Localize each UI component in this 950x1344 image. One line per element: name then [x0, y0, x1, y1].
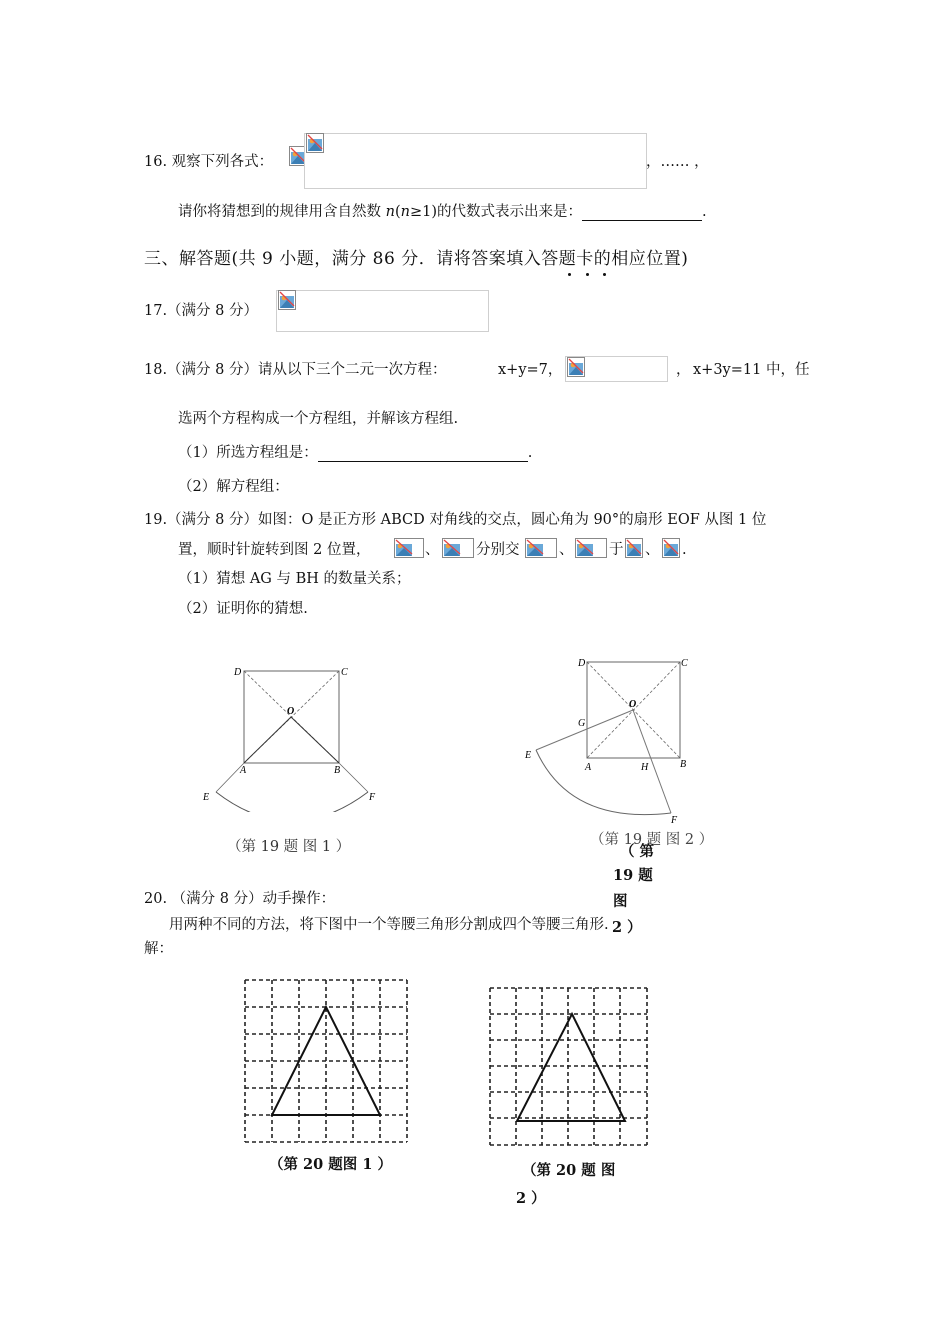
q16-answer-blank[interactable]: [582, 206, 702, 221]
q18-part2: （2）解方程组：: [178, 479, 289, 495]
q18-line2: 选两个方程构成一个方程组，并解该方程组.: [178, 411, 459, 427]
q19-figure-2: [515, 652, 700, 827]
q16-n2: n: [400, 204, 410, 220]
label-f-2: F: [671, 815, 678, 826]
label-a-2: A: [585, 762, 592, 773]
q18-part1-end: .: [527, 445, 533, 461]
q19-figure-1: [195, 660, 400, 812]
q19-seg-oe-image-icon: [394, 538, 424, 558]
q20-figure-2: [485, 983, 652, 1150]
q19-fig2-overlay-1: （ 第: [620, 843, 655, 860]
q19-line1: 19.（满分 8 分）如图：O 是正方形 ABCD 对角线的交点，圆心角为 90°的扇形 EOF 从图 1 位: [144, 512, 767, 528]
q19-seg-ad-image-icon: [525, 538, 557, 558]
radius-ext-f: [339, 763, 368, 792]
q19-seg-of-image-icon: [442, 538, 474, 558]
q19-line2-g: .: [682, 542, 687, 558]
q19-seg-ab-image-icon: [575, 538, 607, 558]
q16-line2-c: ≥1)的代数式表示出来是：: [409, 204, 582, 220]
q18-eq3: x+3y=11 中，任: [693, 362, 810, 378]
q19-line2-c: 分别交: [476, 542, 520, 558]
q18-sep: ，: [676, 362, 691, 378]
section-3-title: 三、解答题(共 9 小题，满分 86 分．请将答案填入答题卡的相应位置): [144, 249, 689, 269]
q18-part1-label: （1）所选方程组是：: [178, 445, 318, 461]
q19-fig1-caption: （第 19 题 图 1 ）: [227, 839, 351, 855]
radius-of: [291, 717, 339, 763]
q19-line2-a: 置，顺时针旋转到图 2 位置，: [178, 542, 371, 558]
label-b: B: [334, 765, 341, 776]
label-e-2: E: [525, 750, 532, 761]
label-o-2: O: [629, 699, 637, 710]
q20-answer: 解：: [144, 941, 173, 957]
q20-figure-1: [240, 975, 412, 1147]
q19-point-g-image-icon: [625, 538, 643, 558]
q19-line2-f: 、: [645, 542, 660, 558]
q20-fig1-caption: （第 20 题图 1 ）: [269, 1156, 392, 1173]
q19-part2: （2）证明你的猜想.: [178, 601, 308, 617]
q17-formula-box: [276, 290, 489, 332]
q18-label: 18.（满分 8 分）请从以下三个二元一次方程：: [144, 362, 447, 378]
label-c-2: C: [681, 658, 688, 669]
q19-line2-d: 、: [559, 542, 574, 558]
label-a: A: [240, 765, 247, 776]
label-c: C: [341, 667, 348, 678]
q16-end: .: [702, 204, 707, 220]
radius-oe-2: [536, 710, 633, 750]
q16-line2: [178, 203, 707, 221]
label-b-2: B: [680, 759, 687, 770]
q16-formula-box: [304, 133, 647, 189]
q16-formula-image-icon: [306, 133, 324, 153]
q20-line2: 用两种不同的方法，将下图中一个等腰三角形分割成四个等腰三角形.: [169, 917, 609, 933]
q18-part1: [178, 444, 532, 462]
emphasis-dot: [586, 273, 589, 276]
q19-part1: （1）猜想 AG 与 BH 的数量关系；: [178, 571, 411, 587]
radius-oe: [244, 717, 291, 763]
q16-trail: ，…… ，: [646, 154, 709, 170]
label-d: D: [234, 667, 242, 678]
q19-line2-b: 、: [425, 542, 440, 558]
q20-fig2-caption-b: 2 ）: [516, 1190, 546, 1207]
q18-eq1: x+y=7，: [498, 362, 563, 378]
label-f: F: [369, 792, 376, 803]
q16-line2-a: 请你将猜想到的规律用含自然数: [178, 204, 386, 220]
q19-point-h-image-icon: [662, 538, 680, 558]
arc-ef-2: [536, 750, 671, 815]
q16-paren: (: [394, 204, 401, 220]
q17-formula-image-icon: [278, 290, 296, 310]
q20-label: 20. （满分 8 分）动手操作：: [144, 891, 336, 907]
q20-fig2-caption-a: （第 20 题 图: [522, 1162, 616, 1179]
label-d-2: D: [578, 658, 586, 669]
arc-ef: [216, 792, 368, 812]
label-h-2: H: [641, 762, 649, 773]
label-g-2: G: [578, 718, 586, 729]
q19-fig2-caption: （第 19 题 图 2 ）: [590, 832, 714, 848]
label-e: E: [203, 792, 210, 803]
q19-fig2-overlay-4: 2 ）: [612, 919, 642, 936]
q18-part1-blank[interactable]: [318, 447, 528, 462]
q16-n: n: [385, 204, 395, 220]
emphasis-dot: [568, 273, 571, 276]
q19-fig2-overlay-2: 19 题: [613, 867, 653, 884]
isosceles-triangle-2: [517, 1014, 625, 1121]
radius-of-2: [633, 710, 671, 813]
label-o: O: [287, 706, 295, 717]
emphasis-dot: [603, 273, 606, 276]
q18-eq2-image-icon: [567, 357, 585, 377]
q17-label: 17.（满分 8 分）: [144, 303, 259, 319]
q19-fig2-overlay-3: 图: [613, 893, 628, 910]
q16-label: 16. 观察下列各式：: [144, 154, 274, 170]
q19-line2-e: 于: [609, 542, 624, 558]
grid-1: [245, 980, 407, 1142]
